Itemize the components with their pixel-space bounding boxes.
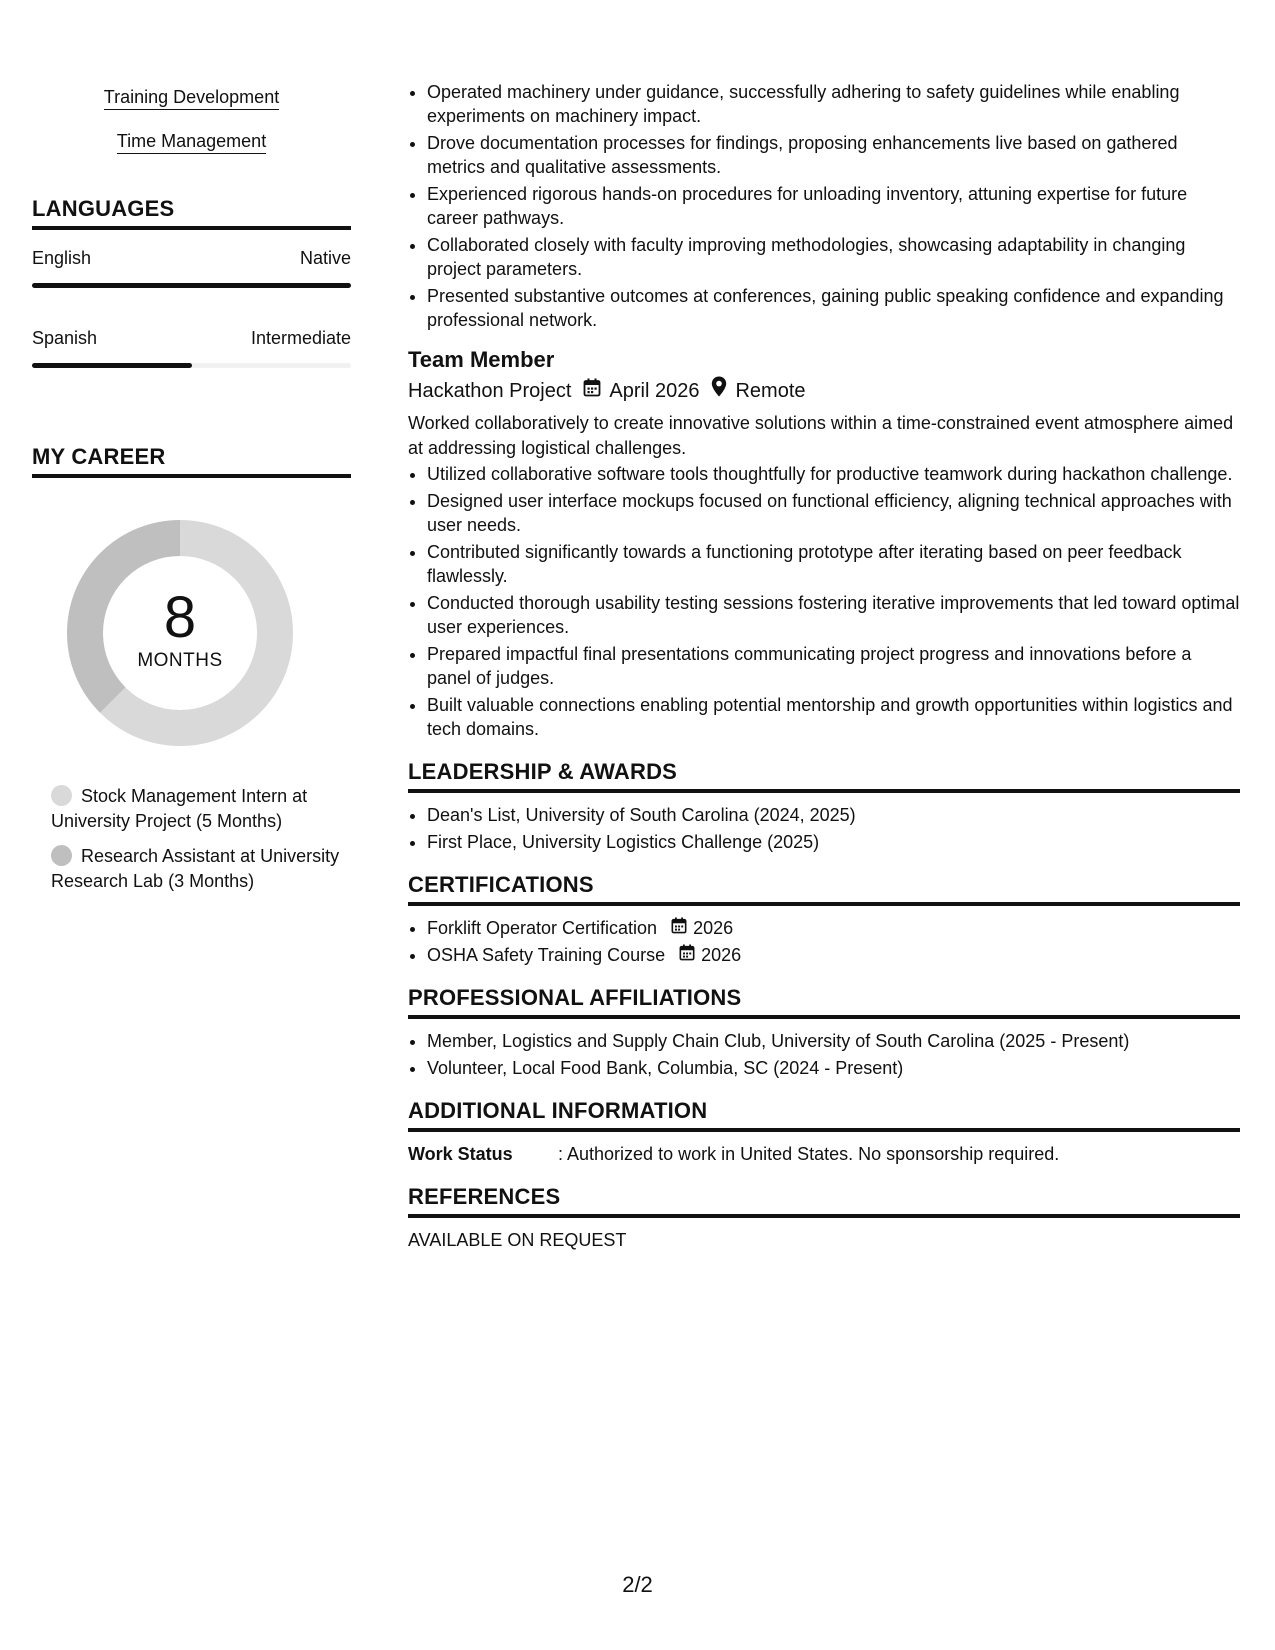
legend-item [51, 844, 341, 894]
career-total-unit: MONTHS [137, 650, 223, 671]
job-date: April 2026 [609, 379, 700, 402]
list-item: • Built valuable connections enabling potential mentorship and growth opportunities within logistics and tech domains. [427, 693, 1240, 741]
list-item: • Conducted thorough usability testing sessions fostering iterative improvements that led toward optimal user experiences. [427, 591, 1240, 639]
list-item: • Contributed significantly towards a functioning prototype after iterating based on peer feedback flawlessly. [427, 540, 1240, 588]
list-item: • Experienced rigorous hands-on procedures for unloading inventory, attuning expertise for future career pathways. [427, 182, 1240, 230]
list-item: • First Place, University Logistics Challenge (2025) [427, 830, 1240, 854]
page-number: 2/2 [622, 1572, 653, 1597]
cert-year: 2026 [693, 918, 734, 938]
list-item: • Drove documentation processes for findings, proposing enhancements live based on gathered metrics and qualitative assessments. [427, 131, 1240, 179]
leadership-heading: LEADERSHIP & AWARDS [408, 759, 1240, 793]
list-item: • Dean's List, University of South Carolina (2024, 2025) [427, 803, 1240, 827]
calendar-icon [679, 943, 695, 967]
certifications-heading: CERTIFICATIONS [408, 872, 1240, 906]
languages-heading: LANGUAGES [32, 196, 351, 230]
references-text: AVAILABLE ON REQUEST [408, 1230, 627, 1250]
right-column [408, 80, 1240, 1252]
legend-item [51, 784, 341, 834]
additional-info-heading: ADDITIONAL INFORMATION [408, 1098, 1240, 1132]
list-item: • Prepared impactful final presentations communicating project progress and innovations before a panel of judges. [427, 642, 1240, 690]
left-column [32, 86, 351, 904]
cert-name: • OSHA Safety Training Course [427, 945, 666, 965]
list-item: • Member, Logistics and Supply Chain Club, University of South Carolina (2025 - Present) [427, 1029, 1240, 1053]
languages-section [32, 196, 351, 368]
list-item: • Collaborated closely with faculty improving methodologies, showcasing adaptability in changing project parameters. [427, 233, 1240, 281]
language-name: Spanish [32, 328, 98, 348]
legend-label: Research Assistant at University Research Lab (3 Months) [51, 846, 340, 891]
list-item: • Presented substantive outcomes at conferences, gaining public speaking confidence and expanding professional network. [427, 284, 1240, 332]
cert-year: 2026 [701, 945, 742, 965]
certifications-list [408, 916, 1240, 967]
job-bullets [408, 462, 1240, 741]
list-item: • Operated machinery under guidance, successfully adhering to safety guidelines while enabling experiments on machinery impact. [427, 80, 1240, 128]
list-item [427, 943, 1240, 967]
job-title: Team Member [408, 347, 555, 372]
language-level: Native [299, 248, 351, 268]
legend-dot [51, 845, 72, 866]
career-heading: MY CAREER [32, 444, 351, 478]
references-heading: REFERENCES [408, 1184, 1240, 1218]
career-section [32, 444, 351, 894]
list-item [427, 916, 1240, 940]
donut-center [67, 520, 293, 746]
work-status-row [408, 1142, 1240, 1166]
language-bar [32, 363, 351, 368]
calendar-icon [583, 377, 601, 405]
cert-name: • Forklift Operator Certification [427, 918, 658, 938]
language-bar-fill [32, 283, 351, 288]
language-level: Intermediate [250, 328, 351, 348]
list-item: • Designed user interface mockups focused on functional efficiency, aligning technical approaches with user needs. [427, 489, 1240, 537]
affiliations-heading: PROFESSIONAL AFFILIATIONS [408, 985, 1240, 1019]
skill-tag: Training Development [104, 86, 279, 110]
job-organization: Hackathon Project [408, 379, 572, 402]
work-status-value: : Authorized to work in United States. No sponsorship required. [558, 1144, 1060, 1164]
list-item: • Volunteer, Local Food Bank, Columbia, SC (2024 - Present) [427, 1056, 1240, 1080]
language-bar-fill [32, 363, 192, 368]
language-item [32, 328, 351, 368]
job-meta [408, 376, 1240, 405]
legend-label: Stock Management Intern at University Project (5 Months) [51, 786, 308, 831]
work-status-label: Work Status [408, 1144, 513, 1164]
calendar-icon [671, 916, 687, 940]
career-total-value: 8 [163, 585, 197, 650]
job-location: Remote [735, 379, 806, 402]
career-donut-chart [67, 520, 293, 746]
language-name: English [32, 248, 92, 268]
affiliations-list [408, 1029, 1240, 1080]
list-item: • Utilized collaborative software tools thoughtfully for productive teamwork during hackathon challenge. [427, 462, 1240, 486]
job-description: Worked collaboratively to create innovative solutions within a time-constrained event atmosphere aimed at addressing logistical challenges. [408, 413, 1234, 458]
leadership-list [408, 803, 1240, 854]
map-pin-icon [711, 376, 727, 405]
language-bar [32, 283, 351, 288]
research-bullets [408, 80, 1240, 332]
legend-dot [51, 785, 72, 806]
career-legend [51, 784, 341, 894]
skill-tag: Time Management [117, 130, 266, 154]
language-item [32, 248, 351, 288]
